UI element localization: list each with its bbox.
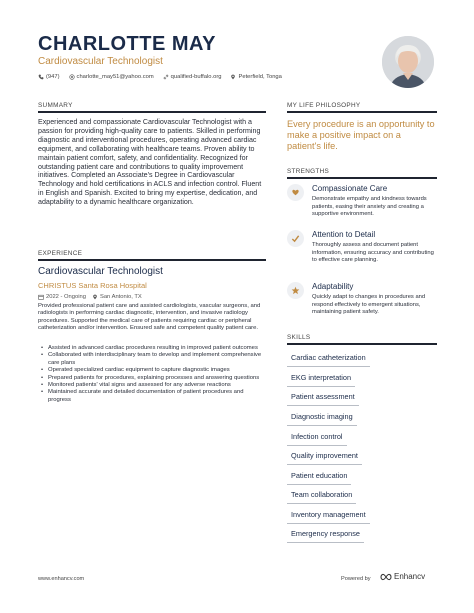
phone-icon — [38, 74, 44, 80]
list-item: • Assisted in advanced cardiac procedures resulting in improved patient outcomes — [38, 345, 266, 352]
strength-title: Compassionate Care — [312, 184, 388, 193]
heart-hand-icon — [287, 184, 304, 201]
candidate-role: Cardiovascular Technologist — [38, 56, 163, 67]
summary-heading: SUMMARY — [38, 102, 73, 109]
map-pin-icon — [230, 74, 236, 80]
candidate-name: CHARLOTTE MAY — [38, 33, 216, 55]
location-contact — [230, 74, 281, 80]
calendar-icon — [38, 294, 44, 300]
link-icon — [163, 74, 169, 80]
at-icon — [69, 74, 75, 80]
experience-heading: EXPERIENCE — [38, 250, 83, 257]
job-meta — [38, 294, 142, 300]
job-dates — [38, 294, 86, 300]
skill-tag: Emergency response — [287, 529, 364, 543]
strengths-divider — [287, 177, 437, 179]
website-contact[interactable] — [163, 74, 222, 80]
skill-tag: Cardiac catheterization — [287, 353, 370, 367]
list-item: • Maintained accurate and detailed documentation of patient procedures and progress — [38, 389, 266, 404]
experience-divider — [38, 259, 266, 261]
philosophy-divider — [287, 111, 437, 113]
job-bullets — [38, 345, 266, 404]
skill-tag: Infection control — [287, 432, 347, 446]
footer-powered-by: Powered by — [341, 576, 371, 582]
skill-tag: Patient education — [287, 471, 351, 485]
infinity-icon — [380, 573, 392, 581]
philosophy-heading: MY LIFE PHILOSOPHY — [287, 102, 361, 109]
strengths-heading: STRENGTHS — [287, 168, 330, 175]
skills-heading: SKILLS — [287, 334, 311, 341]
strength-title: Adaptability — [312, 282, 354, 291]
skills-divider — [287, 343, 437, 345]
brand-logo[interactable] — [380, 572, 425, 581]
contact-bar — [38, 74, 282, 80]
footer-url[interactable]: www.enhancv.com — [38, 576, 85, 582]
job-location — [92, 294, 142, 300]
brand-name: Enhancv — [394, 572, 426, 581]
map-pin-icon — [92, 294, 98, 300]
job-description: Provided professional patient care and assisted cardiologists, vascular surgeons, and radiologists in performing cardiac diagnostic, intervention, and invasive radiology procedures. Supported the medical care of patients requiring cardiac or peripheral catheterization and/or intervention. Ensured safe and competent quality patient care. — [38, 303, 261, 332]
phone-text: (947) — [46, 74, 60, 80]
check-icon — [287, 230, 304, 247]
skill-tag: Team collaboration — [287, 490, 356, 504]
list-item: • Operated specialized cardiac equipment to capture diagnostic images — [38, 367, 266, 374]
website-text[interactable]: qualified-buffalo.org — [170, 74, 222, 80]
philosophy-text: Every procedure is an opportunity to make a positive impact on a patient's life. — [287, 119, 435, 151]
strength-desc: Demonstrate empathy and kindness towards patients, easing their anxiety and creating a supportive environment. — [312, 196, 427, 217]
list-item: • Collaborated with interdisciplinary team to develop and implement comprehensive care plans — [38, 352, 266, 367]
summary-text: Experienced and compassionate Cardiovascular Technologist with a passion for providing high-quality care to patients. Skilled in performing diagnostic and interventional procedures, operating advanced cardiac equipment, and collaborating with healthcare teams. Proven ability to maintain patient comfort, safety, and confidentiality. Recognized for outstanding patient care and contributions to quality improvement initiatives. Completed an Associate's Degree in Cardiovascular Technology and hold certifications in ACLS and infection control. Fluent in English and Spanish. Excited to bring my expertise, dedication, and adaptability to a dynamic healthcare organization. — [38, 118, 262, 207]
strength-title: Attention to Detail — [312, 230, 376, 239]
job-title: Cardiovascular Technologist — [38, 266, 163, 277]
strength-desc: Thoroughly assess and document patient information, ensuring accuracy and contributing to effective care planning. — [312, 242, 434, 263]
email-contact[interactable] — [69, 74, 154, 80]
location-text: Peterfield, Tonga — [238, 74, 282, 80]
job-location-text: San Antonio, TX — [99, 294, 142, 300]
list-item: • Prepared patients for procedures, explaining processes and answering questions — [38, 375, 266, 382]
summary-divider — [38, 111, 266, 113]
email-text[interactable]: charlotte_may51@yahoo.com — [76, 74, 154, 80]
company-name: CHRISTUS Santa Rosa Hospital — [38, 281, 147, 290]
star-icon — [287, 282, 304, 299]
avatar — [382, 36, 434, 88]
skill-tag: Inventory management — [287, 510, 370, 524]
skill-tag: EKG interpretation — [287, 373, 355, 387]
strength-desc: Quickly adapt to changes in procedures and respond effectively to emergent situations, maintaining patient safety. — [312, 294, 426, 315]
list-item: • Monitored patients' vital signs and assessed for any adverse reactions — [38, 382, 266, 389]
skill-tag: Diagnostic imaging — [287, 412, 357, 426]
skill-tag: Patient assessment — [287, 392, 359, 406]
skill-tag: Quality improvement — [287, 451, 362, 465]
job-dates-text: 2022 - Ongoing — [46, 294, 86, 300]
phone-contact — [38, 74, 60, 80]
